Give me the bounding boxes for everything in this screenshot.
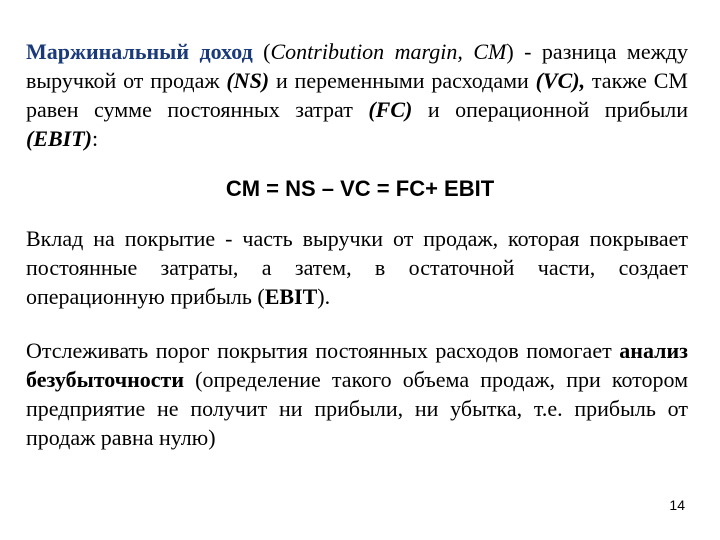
term-english: Contribution margin, CM: [270, 39, 507, 64]
abbr-ns: (NS): [226, 68, 270, 93]
contribution-paragraph: [26, 224, 688, 311]
abbr-ebit: EBIT: [264, 284, 318, 309]
contribution-text: ).: [317, 284, 331, 309]
breakeven-text: (определение такого объема продаж, при котором предприятие не получит ни прибыли, ни убытка, т.е. прибыль от продаж равна нулю): [26, 367, 688, 450]
definition-text: ) - разница между выручкой от продаж: [26, 39, 689, 93]
definition-paragraph: [26, 37, 688, 153]
term-marginal-income: Маржинальный доход: [26, 39, 253, 64]
breakeven-text: Отслеживать порог покрытия постоянных расходов помогает: [26, 338, 620, 363]
formula: CM = NS – VC = FC+ EBIT: [225, 176, 495, 201]
contribution-text: Вклад на покрытие - часть выручки от продаж, которая покрывает постоянные затраты, а затем, в остаточной части, создает операционную прибыль (: [26, 226, 688, 309]
page-number: 14: [669, 497, 685, 513]
breakeven-paragraph: [26, 336, 688, 452]
definition-text: и переменными расходами: [269, 68, 536, 93]
definition-text: также СМ равен сумме постоянных затрат: [26, 68, 688, 122]
abbr-vc: (VC),: [535, 68, 586, 93]
definition-text: (: [252, 39, 271, 64]
abbr-ebit: (EBIT): [26, 126, 92, 151]
abbr-fc: (FC): [368, 97, 413, 122]
term-breakeven-analysis: анализ безубыточности: [26, 338, 688, 392]
definition-text: и операционной прибыли: [412, 97, 689, 122]
definition-text: :: [92, 126, 99, 151]
